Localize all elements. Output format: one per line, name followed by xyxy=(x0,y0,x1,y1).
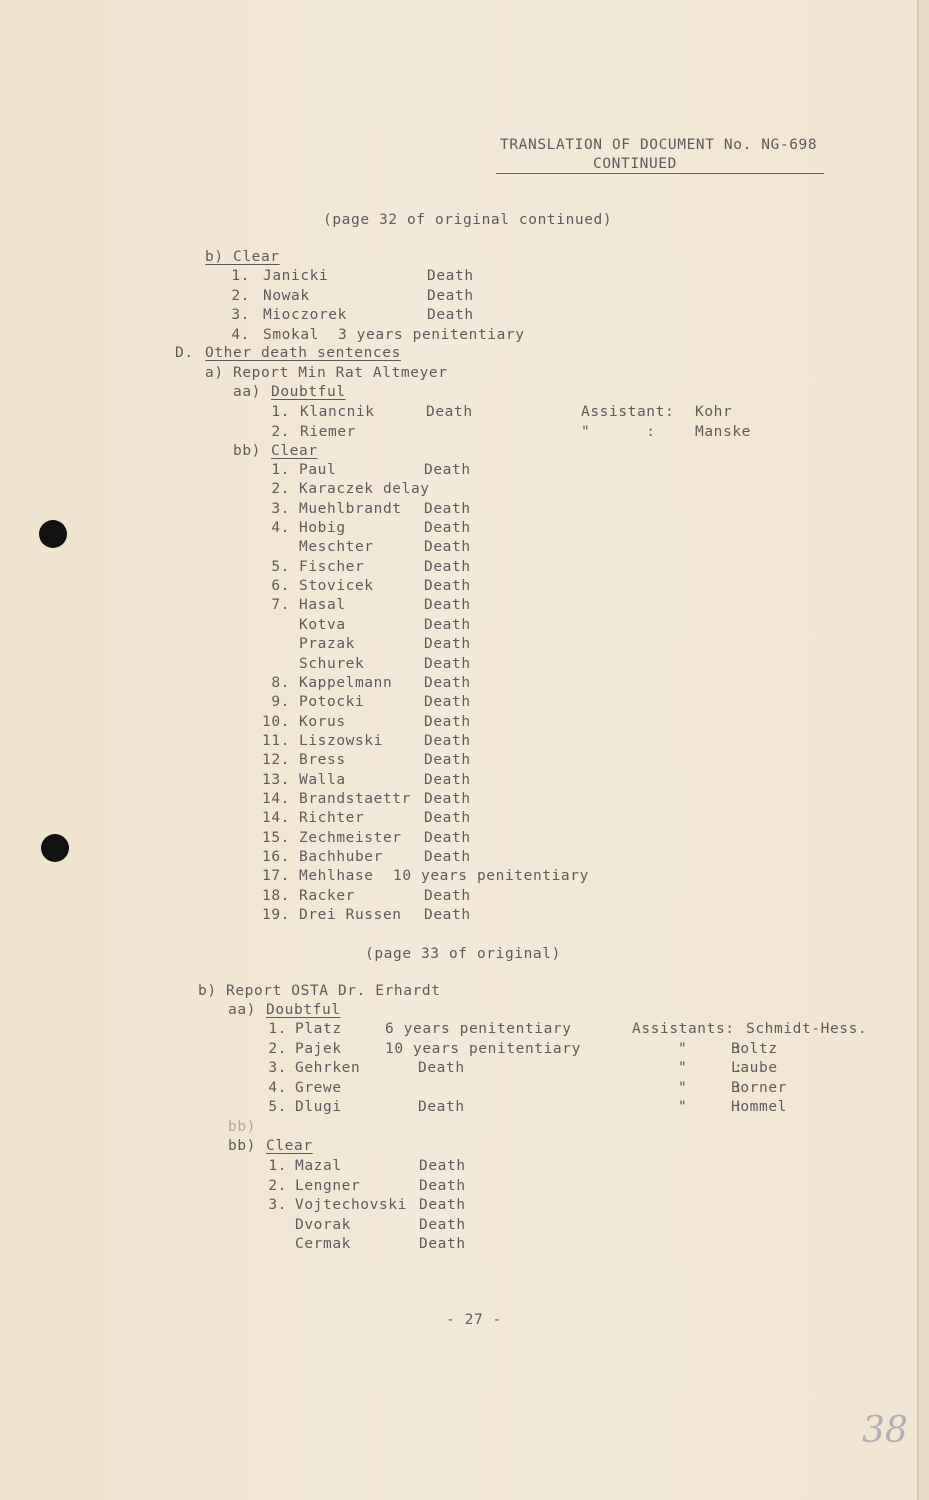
assistant-name: Boltz xyxy=(731,1040,778,1057)
item-number: 9. xyxy=(271,694,290,711)
sentence: Death xyxy=(424,616,471,633)
defendant-name: Dlugi xyxy=(295,1099,342,1115)
sentence: Death xyxy=(424,907,471,924)
assistant-label: " : xyxy=(581,424,656,440)
sentence: Death xyxy=(424,578,471,595)
defendant-name: Klancnik xyxy=(300,404,375,420)
item-number: 3. xyxy=(231,307,250,323)
assistant-label: " : xyxy=(678,1040,744,1057)
item-number: 14. xyxy=(262,810,290,827)
item-number: 3. xyxy=(268,1060,287,1076)
sentence: Death xyxy=(418,1060,465,1076)
item-number: 1. xyxy=(268,1158,287,1174)
item-number: 5. xyxy=(268,1099,287,1115)
item-number: 1. xyxy=(271,404,290,420)
item-number: 15. xyxy=(262,829,290,846)
subsection-heading: Clear xyxy=(266,1138,313,1154)
page-number: - 27 - xyxy=(446,1312,502,1328)
defendant-name: Kappelmann xyxy=(299,674,393,691)
item-number: 10. xyxy=(262,713,290,730)
section-heading: b) Clear xyxy=(205,249,280,265)
defendant-name: Dvorak xyxy=(295,1216,351,1233)
sentence: Death xyxy=(424,887,471,904)
section-heading: Other death sentences xyxy=(205,345,401,361)
assistant-name: Laube xyxy=(731,1060,778,1076)
assistant-label: Assistants: xyxy=(632,1021,735,1037)
item-number: 12. xyxy=(262,752,290,769)
defendant-name: Kotva xyxy=(299,616,346,633)
section-letter: D. xyxy=(175,345,194,361)
item-number: 6. xyxy=(271,578,290,595)
item-number: 4. xyxy=(271,520,290,537)
sentence: Death xyxy=(419,1158,466,1174)
item-number: 19. xyxy=(262,907,290,924)
sentence: Death xyxy=(424,539,471,556)
defendant-name: Mazal xyxy=(295,1158,342,1174)
defendant-name: Riemer xyxy=(300,424,356,440)
defendant-name: Zechmeister xyxy=(299,829,402,846)
sentence: Death xyxy=(424,752,471,769)
sentence: 10 years penitentiary xyxy=(393,868,589,885)
defendant-name: Hobig xyxy=(299,520,346,537)
sentence: Death xyxy=(427,287,474,304)
assistant-label: " : xyxy=(678,1099,744,1115)
defendant-name: Stovicek xyxy=(299,578,374,595)
defendant-name: Vojtechovski xyxy=(295,1197,407,1213)
defendant-name: Grewe xyxy=(295,1079,342,1096)
item-number: 2. xyxy=(231,287,250,304)
defendant-name: Cermak xyxy=(295,1236,351,1252)
subsection-heading: Doubtful xyxy=(266,1002,341,1018)
page-note: (page 33 of original) xyxy=(365,946,561,962)
sentence: Death xyxy=(419,1177,466,1194)
defendant-name: Drei Russen xyxy=(299,907,402,924)
defendant-name: Brandstaettr xyxy=(299,790,411,807)
defendant-name: Smokal xyxy=(263,326,319,343)
assistant-label: " : xyxy=(678,1079,744,1096)
item-number: 5. xyxy=(271,558,290,575)
assistant-name: Kohr xyxy=(695,404,733,420)
defendant-name: Hasal xyxy=(299,597,346,614)
item-number: 2. xyxy=(268,1040,287,1057)
defendant-name: Potocki xyxy=(299,694,365,711)
header-rule xyxy=(496,173,824,174)
defendant-name: Nowak xyxy=(263,287,310,304)
sentence: Death xyxy=(418,1099,465,1115)
sentence: Death xyxy=(424,520,471,537)
sentence: Death xyxy=(424,829,471,846)
punch-hole xyxy=(39,520,67,548)
defendant-name: Platz xyxy=(295,1021,342,1037)
item-number: 1. xyxy=(231,268,250,284)
assistant-name: Schmidt-Hess. xyxy=(746,1021,868,1037)
item-number: 4. xyxy=(268,1079,287,1096)
defendant-name: Walla xyxy=(299,771,346,788)
item-number: 1. xyxy=(271,462,290,478)
item-number: 3. xyxy=(271,500,290,517)
handwritten-page-number: 38 xyxy=(862,1410,908,1451)
assistant-name: Manske xyxy=(695,424,751,440)
defendant-name: Racker xyxy=(299,887,355,904)
item-number: 14. xyxy=(262,790,290,807)
sentence: Death xyxy=(424,790,471,807)
defendant-name: Bachhuber xyxy=(299,849,383,865)
defendant-name: Karaczek delay xyxy=(299,481,430,498)
item-number: 2. xyxy=(271,481,290,498)
defendant-name: Liszowski xyxy=(299,732,383,749)
document-title: TRANSLATION OF DOCUMENT No. NG-698 xyxy=(500,137,818,153)
sentence: Death xyxy=(424,694,471,711)
assistant-label: Assistant: xyxy=(581,404,675,420)
sentence: 6 years penitentiary xyxy=(385,1021,572,1037)
item-number: 7. xyxy=(271,597,290,614)
sentence: Death xyxy=(424,597,471,614)
defendant-name: Muehlbrandt xyxy=(299,500,402,517)
item-number: 18. xyxy=(262,887,290,904)
sentence: Death xyxy=(427,307,474,323)
defendant-name: Pajek xyxy=(295,1040,342,1057)
subsection-heading: Clear xyxy=(271,443,318,459)
assistant-label: " : xyxy=(678,1060,744,1076)
assistant-name: Borner xyxy=(731,1079,787,1096)
report-heading: b) Report OSTA Dr. Erhardt xyxy=(198,983,441,999)
defendant-name: Gehrken xyxy=(295,1060,361,1076)
item-number: 2. xyxy=(271,424,290,440)
sentence: Death xyxy=(424,655,471,672)
page-note: (page 32 of original continued) xyxy=(323,212,613,228)
defendant-name: Paul xyxy=(299,462,337,478)
defendant-name: Janicki xyxy=(263,268,329,284)
sentence: Death xyxy=(419,1236,466,1252)
item-number: 16. xyxy=(262,849,290,865)
item-number: 11. xyxy=(262,732,290,749)
item-number: 8. xyxy=(271,674,290,691)
subsection-prefix: bb) xyxy=(233,443,261,459)
item-number: 3. xyxy=(268,1197,287,1213)
sentence: Death xyxy=(424,462,471,478)
item-number: 4. xyxy=(231,326,250,343)
defendant-name: Lengner xyxy=(295,1177,361,1194)
defendant-name: Schurek xyxy=(299,655,365,672)
defendant-name: Prazak xyxy=(299,636,355,653)
subsection-prefix: aa) xyxy=(228,1002,256,1018)
subsection-heading: Doubtful xyxy=(271,384,346,400)
sentence: 3 years penitentiary xyxy=(338,326,525,343)
sentence: 10 years penitentiary xyxy=(385,1040,581,1057)
sentence: Death xyxy=(424,636,471,653)
sentence: Death xyxy=(419,1197,466,1213)
sentence: Death xyxy=(424,500,471,517)
defendant-name: Richter xyxy=(299,810,365,827)
struck-subsection-prefix: bb) xyxy=(228,1119,256,1135)
punch-hole xyxy=(41,834,69,862)
defendant-name: Mioczorek xyxy=(263,307,347,323)
item-number: 17. xyxy=(262,868,290,885)
defendant-name: Meschter xyxy=(299,539,374,556)
sentence: Death xyxy=(424,849,471,865)
sentence: Death xyxy=(427,268,474,284)
sentence: Death xyxy=(424,810,471,827)
defendant-name: Mehlhase xyxy=(299,868,374,885)
defendant-name: Fischer xyxy=(299,558,365,575)
defendant-name: Bress xyxy=(299,752,346,769)
assistant-name: Hommel xyxy=(731,1099,787,1115)
defendant-name: Korus xyxy=(299,713,346,730)
page-edge xyxy=(917,0,929,1500)
sentence: Death xyxy=(424,674,471,691)
item-number: 13. xyxy=(262,771,290,788)
item-number: 1. xyxy=(268,1021,287,1037)
item-number: 2. xyxy=(268,1177,287,1194)
sentence: Death xyxy=(424,558,471,575)
report-heading: a) Report Min Rat Altmeyer xyxy=(205,365,448,381)
sentence: Death xyxy=(424,713,471,730)
sentence: Death xyxy=(419,1216,466,1233)
sentence: Death xyxy=(424,771,471,788)
document-subtitle: CONTINUED xyxy=(593,156,677,172)
sentence: Death xyxy=(426,404,473,420)
sentence: Death xyxy=(424,732,471,749)
subsection-prefix: aa) xyxy=(233,384,261,400)
subsection-prefix: bb) xyxy=(228,1138,256,1154)
